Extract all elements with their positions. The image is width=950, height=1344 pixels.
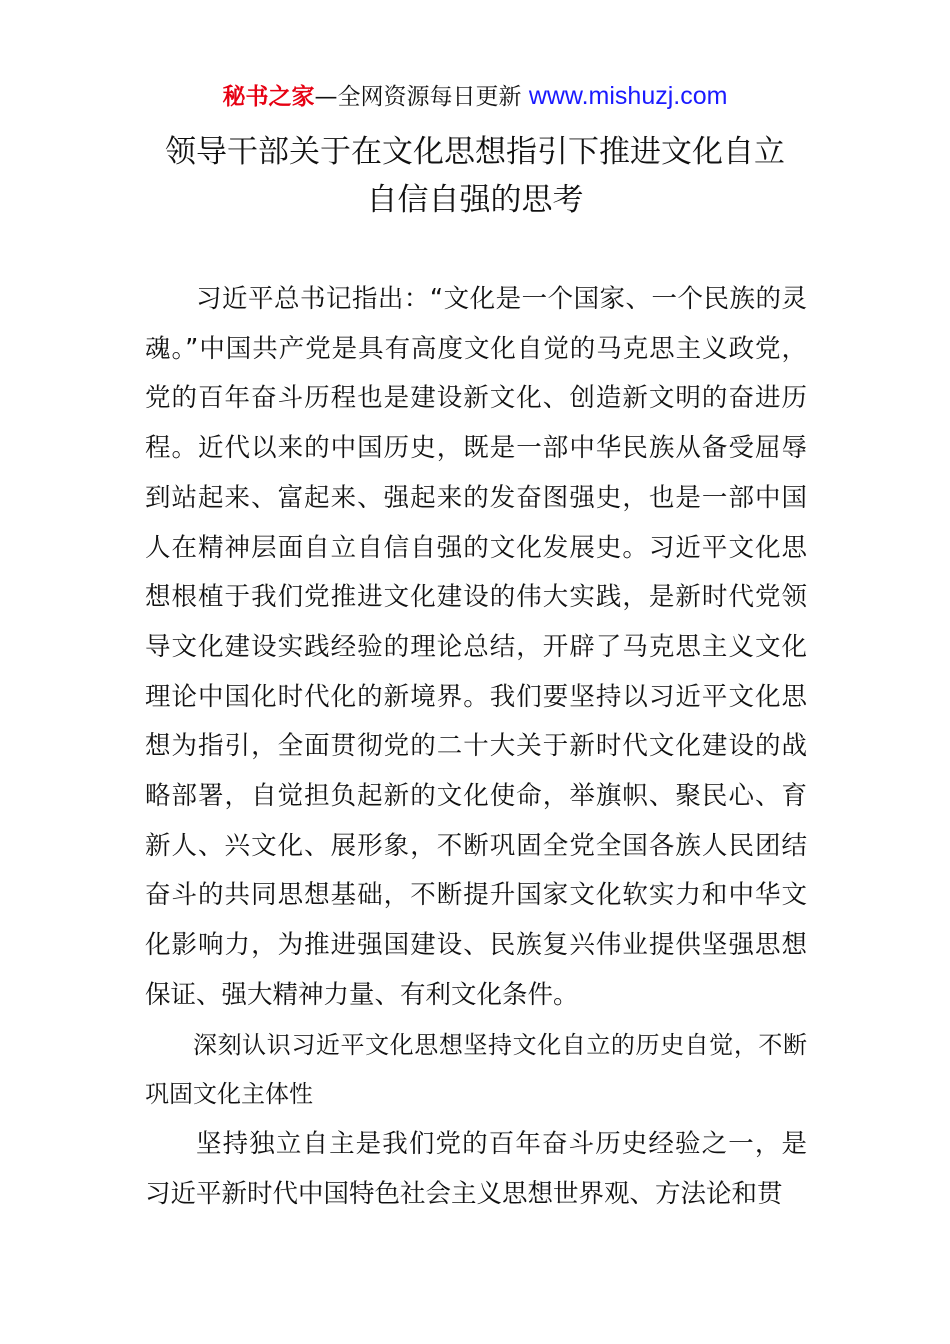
site-tagline: —全网资源每日更新 (314, 84, 529, 110)
document-body (145, 275, 807, 1219)
site-name: 秘书之家 (222, 84, 315, 110)
paragraph-section-1: 坚持独立自主是我们党的百年奋斗历史经验之一，是习近平新时代中国特色社会主义思想世界观、方法论和贯 (145, 1128, 807, 1209)
site-url-link[interactable]: www.mishuzj.com (528, 82, 728, 110)
document-title (120, 128, 830, 224)
document-title-line-2: 自信自强的思考 (366, 182, 584, 218)
section-heading: 深刻认识习近平文化思想坚持文化自立的历史自觉，不断巩固文化主体性 (145, 1030, 807, 1109)
paragraph-intro: 习近平总书记指出：“文化是一个国家、一个民族的灵魂。”中国共产党是具有高度文化自觉的马克思主义政党，党的百年奋斗历程也是建设新文化、创造新文明的奋进历程。近代以来的中国历史，既是一部中华民族从备受屈辱到站起来、富起来、强起来的发奋图强史，也是一部中国人在精神层面自立自信自强的文化发展史。习近平文化思想根植于我们党推进文化建设的伟大实践，是新时代党领导文化建设实践经验的理论总结，开辟了马克思主义文化理论中国化时代化的新境界。我们要坚持以习近平文化思想为指引，全面贯彻党的二十大关于新时代文化建设的战略部署，自觉担负起新的文化使命，举旗帜、聚民心、育新人、兴文化、展形象，不断巩固全党全国各族人民团结奋斗的共同思想基础，不断提升国家文化软实力和中华文化影响力，为推进强国建设、民族复兴伟业提供坚强思想保证、强大精神力量、有利文化条件。 (145, 284, 807, 1010)
site-header (0, 80, 950, 113)
document-title-line-1: 领导干部关于在文化思想指引下推进文化自立 (165, 134, 785, 170)
